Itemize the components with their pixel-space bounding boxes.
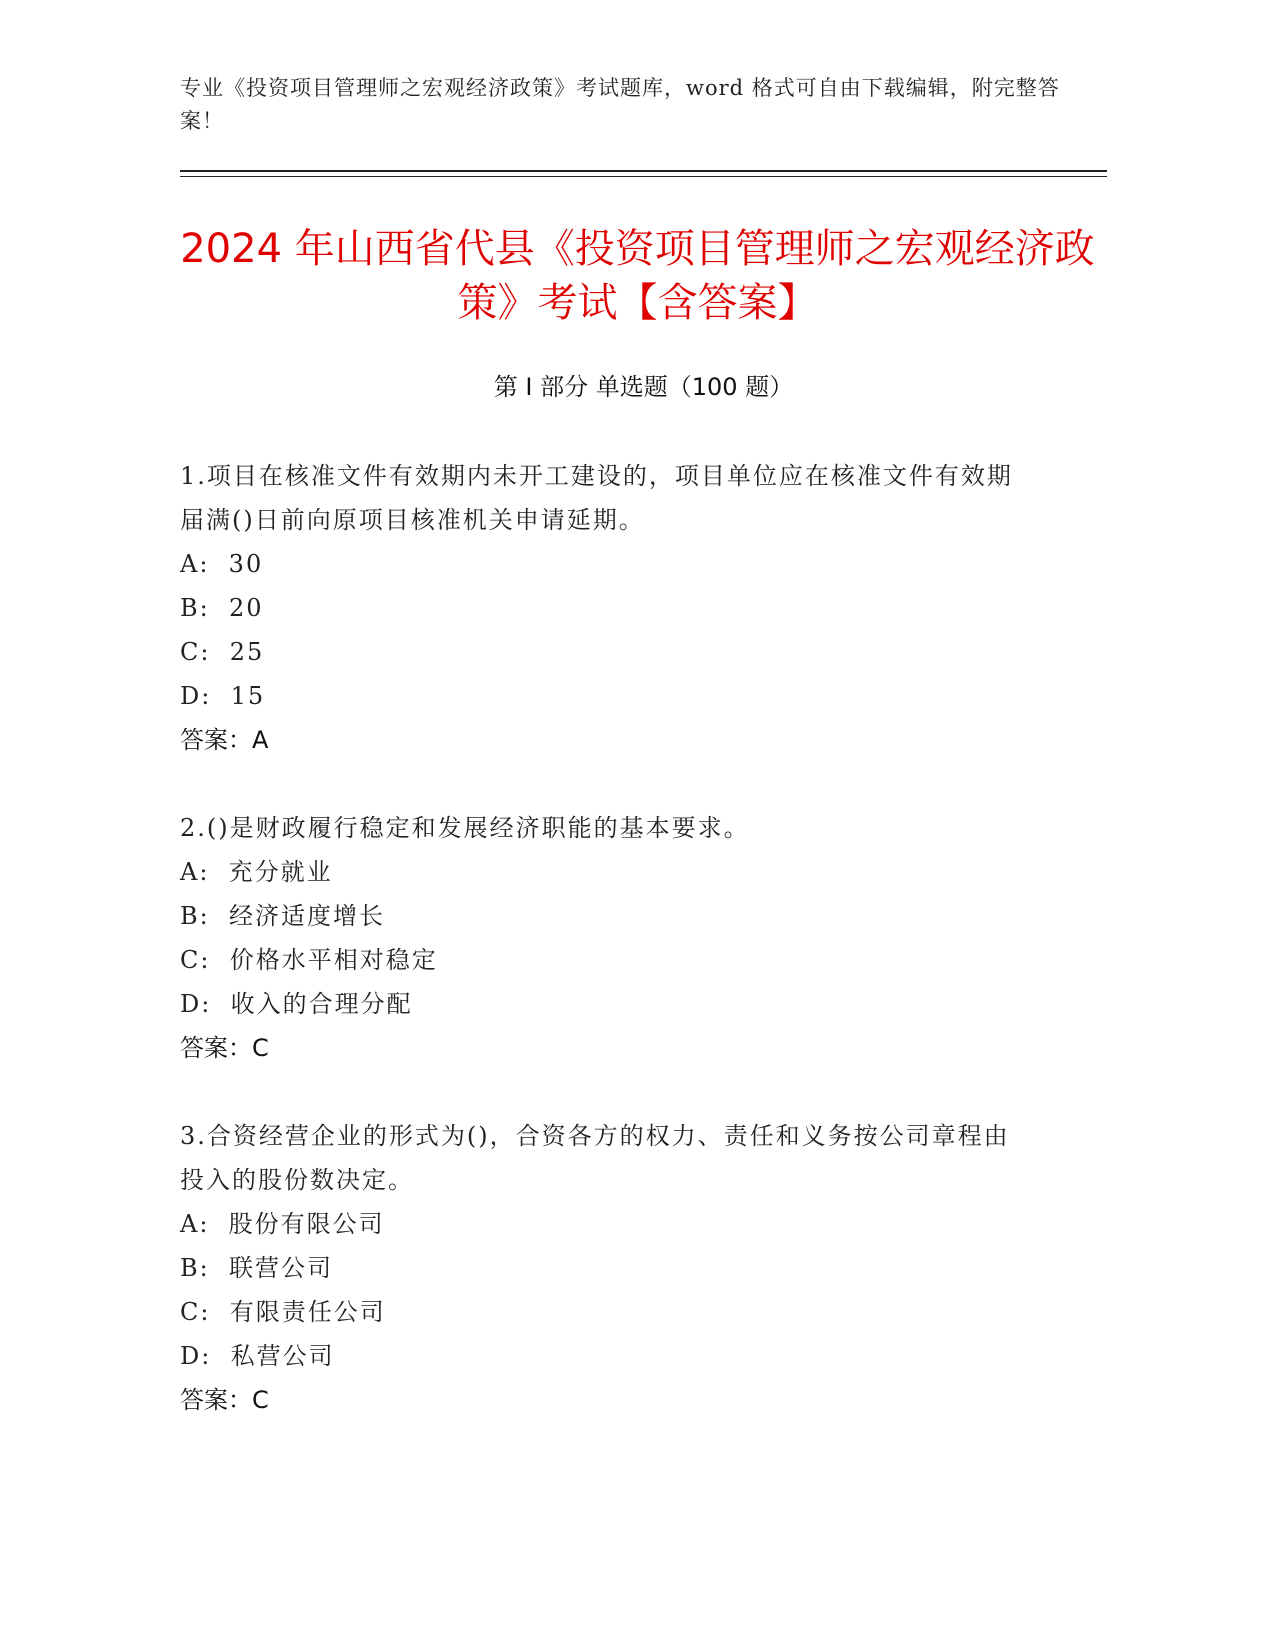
option-d: D: 15 xyxy=(180,682,266,710)
header-divider-thin xyxy=(180,176,1107,177)
question-stem: 3.合资经营企业的形式为()，合资各方的权力、责任和义务按公司章程由投入的股份数决定。 xyxy=(180,1122,1010,1194)
question-2 xyxy=(180,806,1030,1070)
question-stem: 2.()是财政履行稳定和发展经济职能的基本要求。 xyxy=(180,814,750,842)
header-divider-thick xyxy=(180,170,1107,172)
question-3 xyxy=(180,1114,1030,1422)
option-a: A: 30 xyxy=(180,550,264,578)
option-b: B: 联营公司 xyxy=(180,1254,333,1282)
option-d: D: 私营公司 xyxy=(180,1342,335,1370)
option-c: C: 价格水平相对稳定 xyxy=(180,946,438,974)
answer: 答案：C xyxy=(180,1034,269,1062)
header-note: 专业《投资项目管理师之宏观经济政策》考试题库，word 格式可自由下载编辑，附完整答案！ xyxy=(180,76,1060,133)
section-title: 第 I 部分 单选题（100 题） xyxy=(493,373,794,401)
option-b: B: 20 xyxy=(180,594,264,622)
question-stem: 1.项目在核准文件有效期内未开工建设的，项目单位应在核准文件有效期届满()日前向原项目核准机关申请延期。 xyxy=(180,462,1013,534)
option-c: C: 有限责任公司 xyxy=(180,1298,386,1326)
answer: 答案：C xyxy=(180,1386,269,1414)
question-list xyxy=(180,454,1030,1466)
document-title: 2024 年山西省代县《投资项目管理师之宏观经济政策》考试【含答案】 xyxy=(180,226,1095,326)
option-d: D: 收入的合理分配 xyxy=(180,990,413,1018)
answer: 答案：A xyxy=(180,726,269,754)
option-a: A: 股份有限公司 xyxy=(180,1210,385,1238)
option-b: B: 经济适度增长 xyxy=(180,902,385,930)
option-c: C: 25 xyxy=(180,638,265,666)
option-a: A: 充分就业 xyxy=(180,858,333,886)
question-1 xyxy=(180,454,1030,762)
